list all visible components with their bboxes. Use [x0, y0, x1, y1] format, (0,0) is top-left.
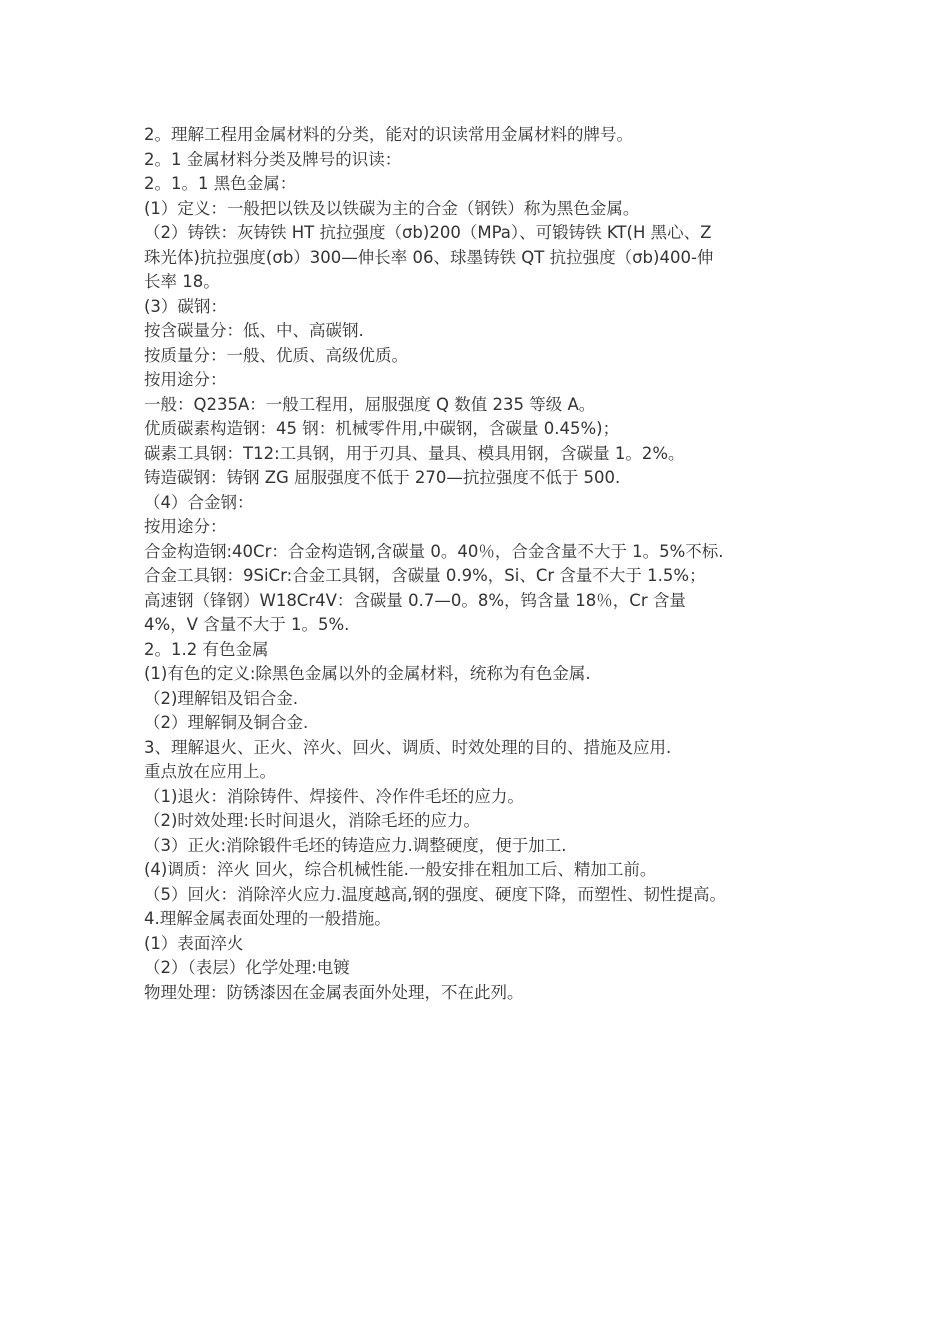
text-line: 合金工具钢：9SiCr:合金工具钢，含碳量 0.9%，Si、Cr 含量不大于 1.5%；	[144, 566, 706, 585]
text-line: 4%，V 含量不大于 1。5%.	[144, 615, 350, 634]
text-line: 铸造碳钢：铸钢 ZG 屈服强度不低于 270—抗拉强度不低于 500.	[144, 468, 621, 487]
text-line: （5）回火：消除淬火应力.温度越高,钢的强度、硬度下降，而塑性、韧性提高。	[144, 884, 726, 904]
text-line: 2。1。1 黑色金属：	[144, 174, 297, 193]
text-line: 2。1.2 有色金属	[144, 639, 269, 659]
text-line: 2。1 金属材料分类及牌号的识读：	[144, 149, 402, 169]
text-line: (1)有色的定义:除黑色金属以外的金属材料，统称为有色金属.	[144, 664, 591, 683]
text-line: 高速钢（锋钢）W18Cr4V：含碳量 0.7—0。8%，钨含量 18％，Cr 含量	[144, 590, 686, 610]
text-line: （2)理解铝及铝合金.	[144, 688, 299, 708]
text-line: 按含碳量分：低、中、高碳钢.	[144, 321, 364, 340]
text-line: 按质量分：一般、优质、高级优质。	[144, 345, 408, 365]
text-line: (3）碳钢：	[144, 296, 227, 316]
document-body	[144, 123, 844, 1005]
text-line: 3、理解退火、正火、淬火、回火、调质、时效处理的目的、措施及应用.	[144, 737, 672, 757]
text-line: 物理处理：防锈漆因在金属表面外处理，不在此列。	[144, 982, 524, 1002]
text-line: 按用途分：	[144, 370, 227, 389]
text-line: 2。理解工程用金属材料的分类，能对的识读常用金属材料的牌号。	[144, 125, 633, 144]
text-line: 长率 18。	[144, 272, 220, 291]
text-line: 碳素工具钢：T12:工具钢，用于刃具、量具、模具用钢，含碳量 1。2%。	[144, 443, 685, 463]
text-line: (4)调质：淬火 回火，综合机械性能.一般安排在粗加工后、精加工前。	[144, 860, 657, 879]
text-line: 4.理解金属表面处理的一般措施。	[144, 909, 391, 928]
text-line: （3）正火:消除锻件毛坯的铸造应力.调整硬度，便于加工.	[144, 835, 567, 855]
text-line: （2）（表层）化学处理:电镀	[144, 958, 350, 977]
text-line: 优质碳素构造钢：45 钢：机械零件用,中碳钢，含碳量 0.45%)；	[144, 419, 620, 438]
text-line: （2)时效处理:长时间退火，消除毛坯的应力。	[144, 811, 480, 830]
text-line: （4）合金钢：	[144, 492, 254, 512]
text-line: (1）表面淬火	[144, 933, 244, 953]
text-line: （2）理解铜及铜合金.	[144, 713, 309, 732]
text-line: 一般：Q235A：一般工程用，屈服强度 Q 数值 235 等级 A。	[144, 394, 596, 414]
text-line: 重点放在应用上。	[144, 762, 276, 781]
text-line: (1）定义：一般把以铁及以铁碳为主的合金（钢铁）称为黑色金属。	[144, 198, 640, 218]
text-line: 按用途分：	[144, 517, 227, 536]
text-line: （1)退火：消除铸件、焊接件、冷作件毛坯的应力。	[144, 786, 524, 806]
text-line: 珠光体)抗拉强度(σb）300—伸长率 06、球墨铸铁 QT 抗拉强度（σb)400-伸	[144, 247, 714, 267]
text-line: 合金构造钢:40Cr：合金构造钢,含碳量 0。40％，合金含量不大于 1。5%不标.	[144, 541, 724, 561]
text-line: （2）铸铁：灰铸铁 HT 抗拉强度（σb)200（MPa）、可锻铸铁 KT(H 黑心、Z	[144, 223, 712, 242]
